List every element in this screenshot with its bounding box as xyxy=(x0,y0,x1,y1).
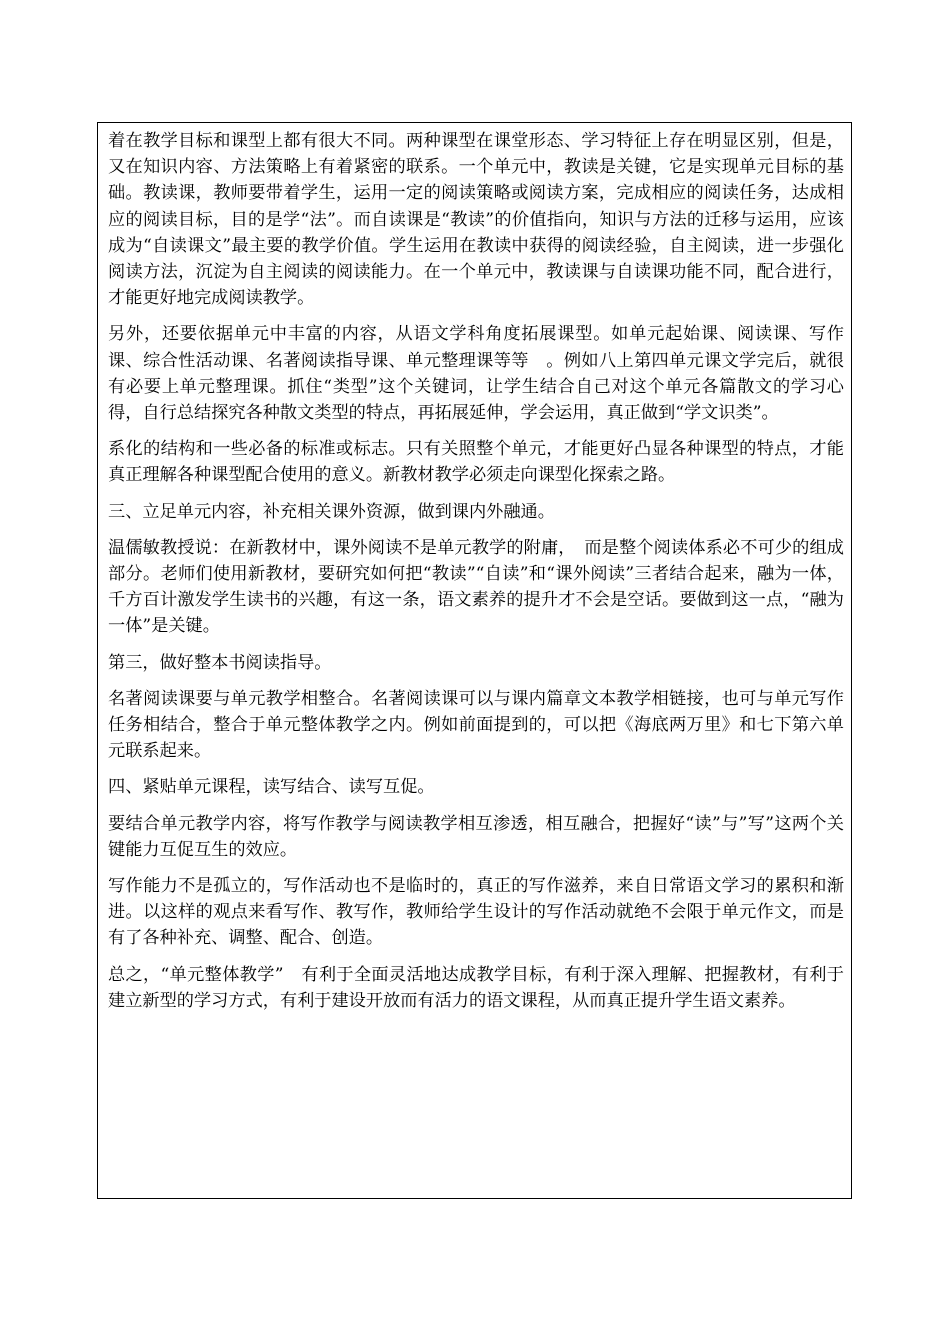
paragraph-writing-ability: 写作能力不是孤立的，写作活动也不是临时的，真正的写作滋养，来自日常语文学习的累积和渐进。以这样的观点来看写作、教写作，教师给学生设计的写作活动就绝不会限于单元作文，而是有了各种补充、调整、配合、创造。 xyxy=(108,876,844,949)
document-body xyxy=(108,128,844,1024)
paragraph-conclusion: 总之，“单元整体教学” 有利于全面灵活地达成教学目标，有利于深入理解、把握教材，有利于建立新型的学习方式，有利于建设开放而有活力的语文课程，从而真正提升学生语文素养。 xyxy=(108,964,844,1011)
paragraph-reading-lesson-types: 着在教学目标和课型上都有很大不同。两种课型在课堂形态、学习特征上存在明显区别，但是，又在知识内容、方法策略上有着紧密的联系。一个单元中，教读是关键，它是实现单元目标的基础。教读课，教师要带着学生，运用一定的阅读策略或阅读方案，完成相应的阅读任务，达成相应的阅读目标，目的是学“法”。而自读课是“教读”的价值指向，知识与方法的迁移与运用，应该成为“自读课文”最主要的教学价值。学生运用在教读中获得的阅读经验，自主阅读，进一步强化阅读方法，沉淀为自主阅读的阅读能力。在一个单元中，教读课与自读课功能不同，配合进行，才能更好地完成阅读教学。 xyxy=(108,131,844,309)
paragraph-classics-reading: 名著阅读课要与单元教学相整合。名著阅读课可以与课内篇章文本教学相链接，也可与单元写作任务相结合，整合于单元整体教学之内。例如前面提到的，可以把《海底两万里》和七下第六单元联系起来。 xyxy=(108,688,844,762)
paragraph-extracurricular-reading: 温儒敏教授说：在新教材中，课外阅读不是单元教学的附庸， 而是整个阅读体系必不可少的组成部分。老师们使用新教材，要研究如何把“教读”“自读”和“课外阅读”三者结合起来，融为一体，千方百计激发学生读书的兴趣，有这一条，语文素养的提升才不会是空话。要做到这一点，“融为一体”是关键。 xyxy=(108,537,844,637)
paragraph-reading-writing: 要结合单元教学内容，将写作教学与阅读教学相互渗透，相互融合，把握好“读”与”写”这两个关键能力互促互生的效应。 xyxy=(108,813,844,860)
paragraph-lesson-structure: 系化的结构和一些必备的标准或标志。只有关照整个单元，才能更好凸显各种课型的特点，才能真正理解各种课型配合使用的意义。新教材教学必须走向课型化探索之路。 xyxy=(108,439,844,486)
section-heading-whole-book: 第三，做好整本书阅读指导。 xyxy=(108,652,332,673)
paragraph-extend-lesson-types: 另外，还要依据单元中丰富的内容，从语文学科角度拓展课型。如单元起始课、阅读课、写作课、综合性活动课、名著阅读指导课、单元整理课等等 。例如八上第四单元课文学完后，就很有必要上单元整理课。抓住“类型”这个关键词，让学生结合自己对这个单元各篇散文的学习心得，自行总结探究各种散文类型的特点，再拓展延伸，学会运用，真正做到“学文识类”。 xyxy=(108,324,844,424)
section-heading-four: 四、紧贴单元课程，读写结合、读写互促。 xyxy=(108,777,435,798)
section-heading-three: 三、立足单元内容，补充相关课外资源，做到课内外融通。 xyxy=(108,501,555,522)
